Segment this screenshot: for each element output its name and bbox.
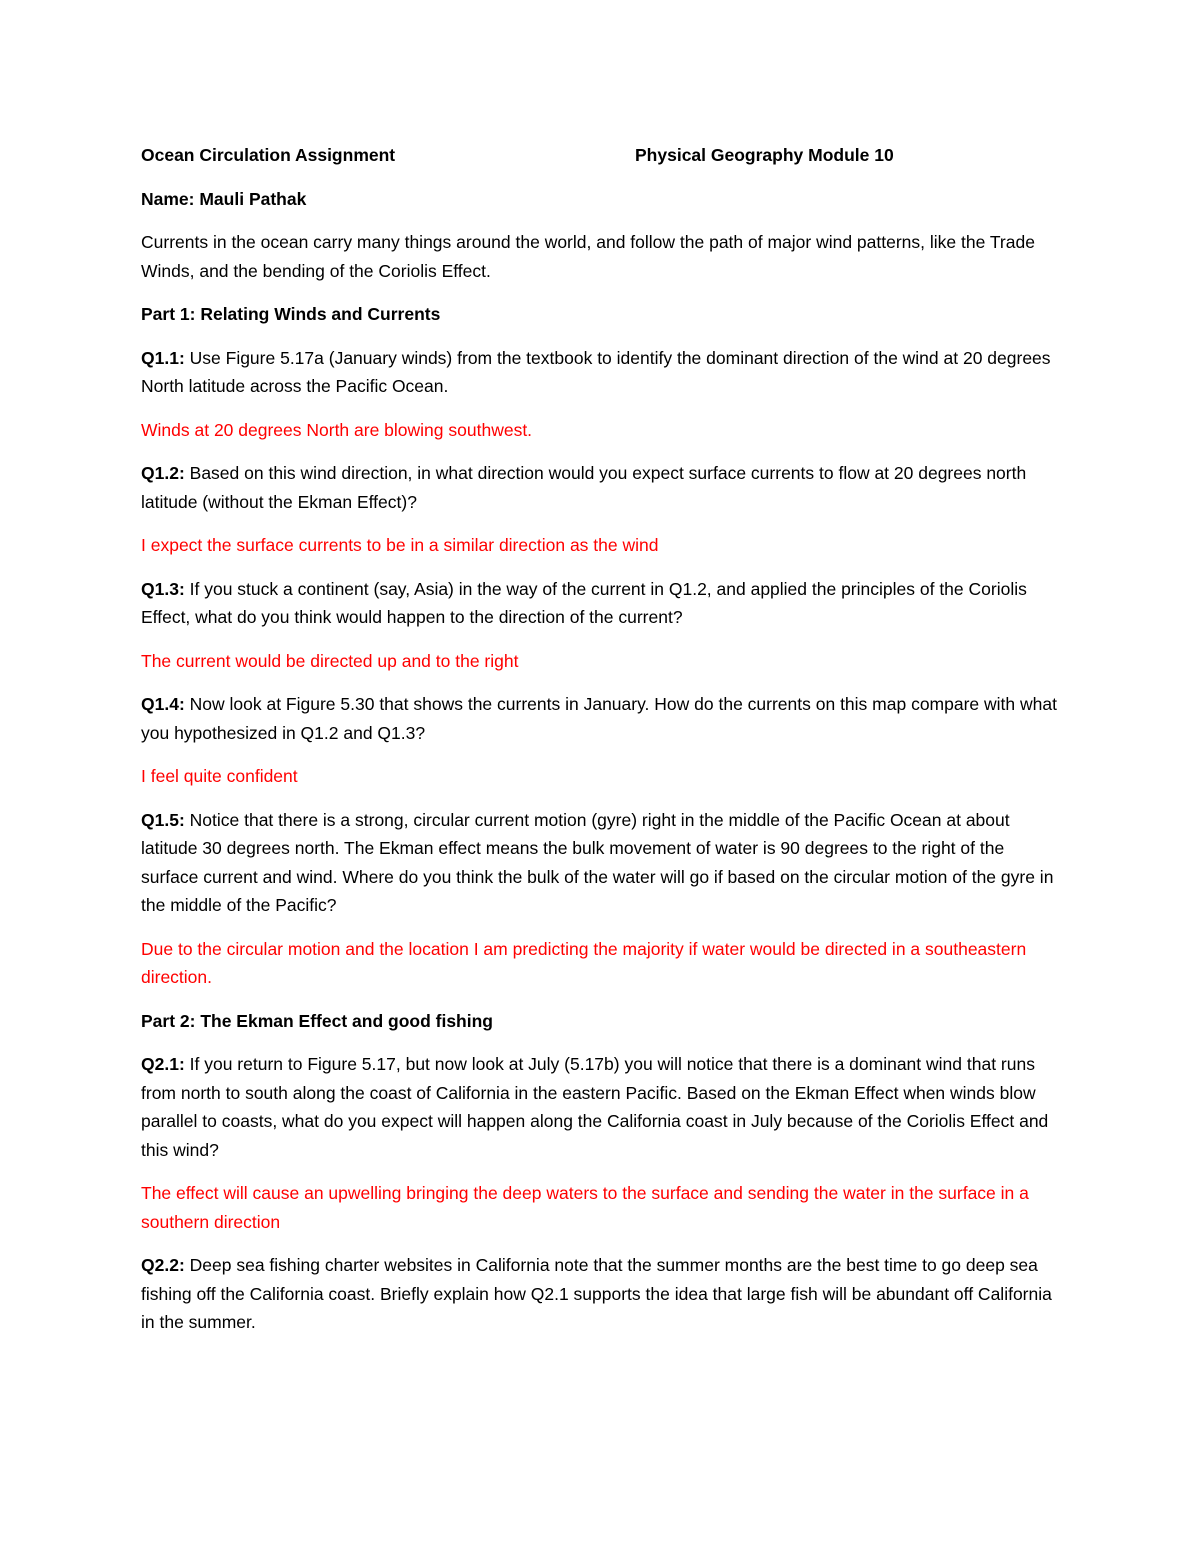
question-q2-2 <box>141 1251 1061 1337</box>
question-label: Q2.2: <box>141 1255 185 1275</box>
question-q1-3 <box>141 575 1061 632</box>
question-text: Use Figure 5.17a (January winds) from the textbook to identify the dominant direction of the wind at 20 degrees North latitude across the Pacific Ocean. <box>141 347 1051 396</box>
question-q1-1 <box>141 344 1061 401</box>
question-label: Q1.4: <box>141 694 185 714</box>
answer-q2-1: The effect will cause an upwelling bringing the deep waters to the surface and sending the water in the surface in a southern direction <box>141 1183 1029 1232</box>
answer-q1-4: I feel quite confident <box>141 766 298 786</box>
question-text: Based on this wind direction, in what direction would you expect surface currents to flow at 20 degrees north latitude (without the Ekman Effect)? <box>141 463 1027 512</box>
assignment-title: Ocean Circulation Assignment <box>141 145 396 165</box>
question-text: Notice that there is a strong, circular current motion (gyre) right in the middle of the Pacific Ocean at about latitude 30 degrees north. The Ekman effect means the bulk movement of water is 90 degrees to the right of the surface current and wind. Where do you think the bulk of the water will go if based on the circular motion of the gyre in the middle of the Pacific? <box>141 809 1054 915</box>
question-q1-2 <box>141 459 1061 516</box>
answer-q1-1: Winds at 20 degrees North are blowing southwest. <box>141 419 533 440</box>
question-label: Q1.5: <box>141 809 185 830</box>
student-name: Name: Mauli Pathak <box>141 188 307 209</box>
question-text: If you stuck a continent (say, Asia) in the way of the current in Q1.2, and applied the principles of the Coriolis Effect, what do you think would happen to the direction of the current? <box>141 578 1027 627</box>
answer-q1-2: I expect the surface currents to be in a similar direction as the wind <box>141 535 659 555</box>
question-label: Q1.3: <box>141 578 185 599</box>
document-page <box>141 141 1061 1352</box>
question-label: Q2.1: <box>141 1054 185 1074</box>
question-text: Now look at Figure 5.30 that shows the currents in January. How do the currents on this map compare with what you hypothesized in Q1.2 and Q1.3? <box>141 694 1057 743</box>
part1-heading: Part 1: Relating Winds and Currents <box>141 304 441 324</box>
question-label: Q1.2: <box>141 463 185 483</box>
question-q2-1 <box>141 1050 1061 1164</box>
question-label: Q1.1: <box>141 347 185 368</box>
question-q1-5 <box>141 806 1061 920</box>
question-text: Deep sea fishing charter websites in California note that the summer months are the best time to go deep sea fishing off the California coast. Briefly explain how Q2.1 supports the idea that large fish will be abundant off California in the summer. <box>141 1255 1052 1332</box>
intro-paragraph: Currents in the ocean carry many things around the world, and follow the path of major wind patterns, like the Trade Winds, and the bending of the Coriolis Effect. <box>141 232 1035 281</box>
document-header <box>141 141 1061 170</box>
answer-q1-5: Due to the circular motion and the location I am predicting the majority if water would be directed in a southeastern direction. <box>141 938 1027 987</box>
part2-heading: Part 2: The Ekman Effect and good fishing <box>141 1010 493 1031</box>
answer-q1-3: The current would be directed up and to the right <box>141 650 519 671</box>
question-text: If you return to Figure 5.17, but now look at July (5.17b) you will notice that there is a dominant wind that runs from north to south along the coast of California in the eastern Pacific. Based on the Ekman Effect when winds blow parallel to coasts, what do you expect will happen along the California coast in July because of the Coriolis Effect and this wind? <box>141 1054 1049 1160</box>
module-title: Physical Geography Module 10 <box>635 145 894 165</box>
question-q1-4 <box>141 690 1061 747</box>
